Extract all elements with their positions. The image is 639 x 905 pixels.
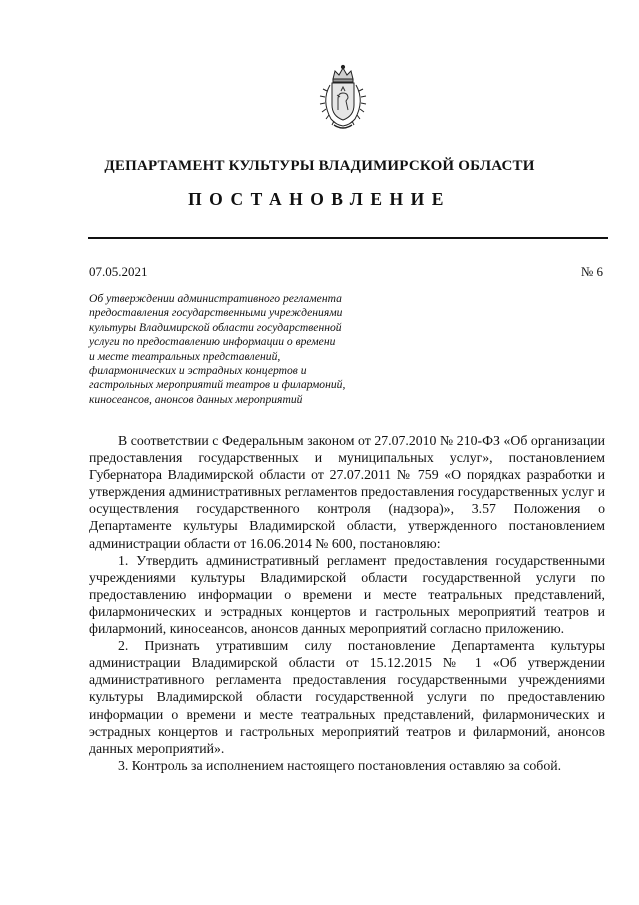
- subject-line: и месте театральных представлений,: [89, 349, 281, 363]
- subject-line: киносеансов, анонсов данных мероприятий: [89, 392, 303, 406]
- subject-line: предоставления государственными учреждениями: [89, 306, 343, 320]
- subject-line: филармонических и эстрадных концертов и: [89, 364, 307, 378]
- clause-1-paragraph: 1. Утвердить административный регламент предоставления государственными учреждениями культуры Владимирской области государственной услуги по предоставлению информации о времени и месте театральных представлений, филармонических и эстрадных концертов и гастрольных мероприятий театров и филармоний, киносеансов, анонсов данных мероприятий согласно приложению.: [89, 552, 605, 637]
- subject-line: гастрольных мероприятий театров и филармоний,: [89, 378, 346, 392]
- vladimir-oblast-coat-of-arms-icon: [314, 63, 372, 133]
- subject-line: услуги по предоставлению информации о времени: [89, 335, 336, 349]
- clause-2-paragraph: 2. Признать утратившим силу постановление Департамента культуры администрации Владимирской области от 15.12.2015 № 1 «Об утверждении административного регламента предоставления государственными учреждениями культуры Владимирской области государственной услуги по предоставлению информации о времени и месте театральных представлений, филармонических и эстрадных концертов и гастрольных мероприятий театров и филармоний, анонсов данных мероприятий».: [89, 638, 605, 756]
- preamble-paragraph: В соответствии с Федеральным законом от 27.07.2010 № 210-ФЗ «Об организации предоставления государственных и муниципальных услуг», постановлением Губернатора Владимирской области от 27.07.2011 № 759 «О порядках разработки и утверждения административных регламентов предоставления государственных услуг и осуществления государственного контроля (надзора)», 3.57 Положения о Департаменте культуры Владимирской области, утвержденного постановлением администрации области от 16.06.2014 № 600, постановляю:: [89, 433, 605, 551]
- clause-3-paragraph: 3. Контроль за исполнением настоящего постановления оставляю за собой.: [118, 757, 562, 773]
- department-name: ДЕПАРТАМЕНТ КУЛЬТУРЫ ВЛАДИМИРСКОЙ ОБЛАСТИ: [104, 158, 535, 174]
- subject-line: Об утверждении административного регламента: [89, 292, 342, 305]
- header-divider: [88, 237, 608, 239]
- document-date: 07.05.2021: [89, 264, 148, 279]
- document-body: [89, 432, 605, 774]
- document-subject: [89, 292, 389, 407]
- document-type-title: ПОСТАНОВЛЕНИЕ: [188, 189, 451, 209]
- subject-line: культуры Владимирской области государственной: [89, 320, 342, 334]
- document-number: № 6: [580, 264, 603, 279]
